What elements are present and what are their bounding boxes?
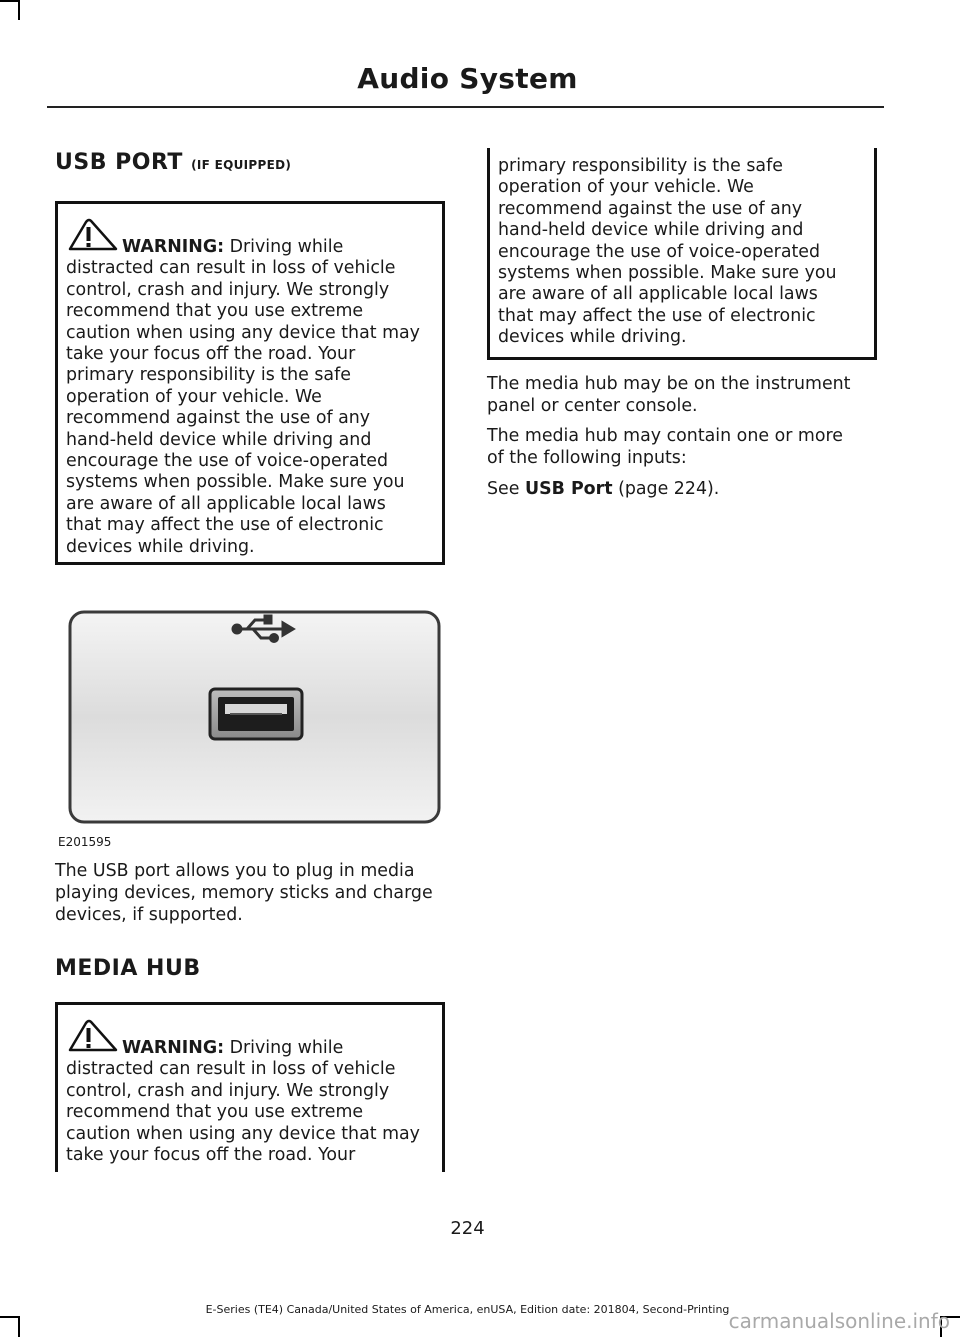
media-hub-warning-box-part1 (55, 1002, 445, 1172)
warning-line: that may affect the use of electronic (498, 305, 816, 326)
warning-line: operation of your vehicle. We (66, 386, 322, 407)
crop-mark (0, 0, 20, 2)
warning-line: WARNING: Driving while (122, 1038, 344, 1058)
warning-line: distracted can result in loss of vehicle (66, 258, 396, 279)
watermark: carmanualsonline.info (728, 1309, 950, 1333)
warning-label: WARNING: (122, 1038, 225, 1058)
warning-line: devices while driving. (66, 536, 255, 557)
warning-line: primary responsibility is the safe (66, 365, 351, 386)
warning-line: hand-held device while driving and (66, 429, 372, 450)
warning-line: hand-held device while driving and (498, 220, 804, 241)
warning-line: encourage the use of voice-operated (498, 241, 821, 262)
usb-port-description: The USB port allows you to plug in media playing devices, memory sticks and charge devices, if supported. (55, 861, 433, 925)
warning-line: recommend that you use extreme (66, 301, 364, 322)
media-hub-warning-box-part2 (487, 148, 877, 360)
warning-line: are aware of all applicable local laws (498, 284, 818, 305)
figure-code: E201595 (58, 835, 112, 849)
warning-line: systems when possible. Make sure you (498, 263, 837, 284)
warning-line: control, crash and injury. We strongly (66, 279, 390, 300)
warning-label: WARNING: (122, 237, 225, 257)
warning-line: take your focus off the road. Your (66, 344, 356, 365)
usb-warning-box (55, 201, 445, 565)
warning-icon (66, 1019, 118, 1053)
warning-line: devices while driving. (498, 327, 687, 348)
see-reference: See USB Port (page 224). (487, 479, 720, 499)
usb-port-illustration (55, 594, 445, 849)
warning-line: recommend against the use of any (66, 408, 371, 429)
warning-line: recommend that you use extreme (66, 1102, 364, 1123)
crop-mark (18, 0, 20, 20)
usb-panel-image (55, 594, 445, 834)
crop-mark (18, 1316, 20, 1337)
warning-line: take your focus off the road. Your (66, 1145, 356, 1166)
media-hub-heading: MEDIA HUB (55, 956, 201, 981)
warning-line: that may affect the use of electronic (66, 515, 384, 536)
warning-line: are aware of all applicable local laws (66, 493, 386, 514)
usb-port-heading: USB PORT (IF EQUIPPED) (55, 150, 292, 175)
crop-mark (0, 1316, 20, 1318)
media-hub-location-text: The media hub may be on the instrument panel or center console. (487, 374, 851, 416)
warning-line: WARNING: Driving while (122, 237, 344, 257)
warning-line: primary responsibility is the safe (498, 156, 783, 176)
warning-line: encourage the use of voice-operated (66, 451, 389, 472)
warning-line: caution when using any device that may (66, 1123, 420, 1144)
warning-line: systems when possible. Make sure you (66, 472, 405, 493)
media-hub-inputs-text: The media hub may contain one or more of the following inputs: (487, 426, 843, 468)
warning-line: recommend against the use of any (498, 198, 803, 219)
warning-line: caution when using any device that may (66, 322, 420, 343)
footer-edition: E-Series (TE4) Canada/United States of America, enUSA, Edition date: 201804, Second-Printing (205, 1303, 730, 1316)
page-title: Audio System (357, 62, 578, 95)
usb-socket-icon (210, 689, 302, 739)
usb-port-link[interactable]: USB Port (524, 479, 613, 499)
warning-line: distracted can result in loss of vehicle (66, 1059, 396, 1080)
warning-line: control, crash and injury. We strongly (66, 1080, 390, 1101)
warning-icon (66, 218, 118, 252)
header-divider (47, 106, 884, 108)
warning-line: operation of your vehicle. We (498, 177, 754, 198)
page-number: 224 (450, 1218, 485, 1239)
